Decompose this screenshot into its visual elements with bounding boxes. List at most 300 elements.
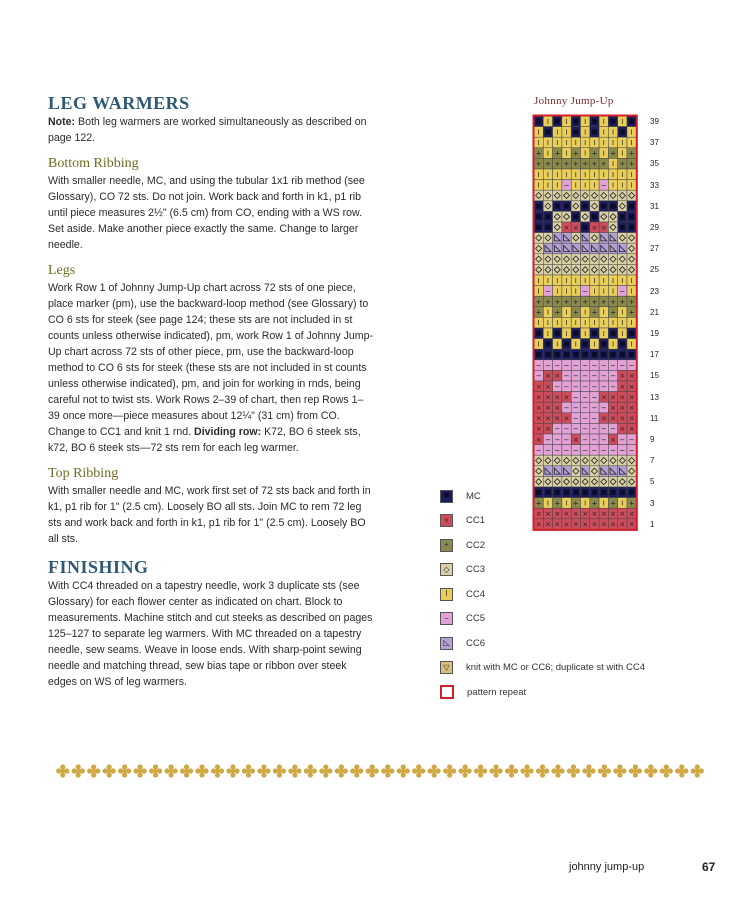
- chart-cell-symbol: +: [572, 160, 579, 169]
- chart-cell-symbol: [620, 214, 625, 219]
- chart-cell-symbol: I: [565, 499, 568, 508]
- chart-cell-symbol: +: [610, 149, 616, 158]
- running-title: johnny jump-up: [569, 861, 645, 873]
- note-paragraph: [48, 114, 374, 146]
- chart-cell-symbol: [601, 352, 606, 357]
- chart-cell-symbol: [629, 119, 634, 124]
- legend-item: [440, 684, 526, 700]
- chart-cell-symbol: −: [572, 425, 579, 434]
- flower-ornament: [72, 764, 85, 777]
- chart-cell-symbol: I: [612, 319, 615, 328]
- legend-swatch: −: [440, 612, 453, 625]
- chart-cell-symbol: I: [565, 170, 568, 179]
- finishing-heading: FINISHING: [48, 557, 149, 577]
- chart-cell-symbol: −: [563, 361, 570, 370]
- chart-cell-symbol: ×: [619, 404, 626, 412]
- chart-cell-symbol: −: [563, 181, 570, 190]
- chart-cell-symbol: +: [554, 160, 561, 169]
- dividing-row-label: Dividing row:: [194, 426, 262, 438]
- chart-cell-symbol: ×: [535, 382, 542, 391]
- chart-cell-symbol: [573, 129, 578, 134]
- chart-cell-symbol: I: [602, 128, 605, 137]
- flower-ornament: [304, 764, 317, 777]
- flower-ornament: [257, 764, 270, 777]
- chart-cell-symbol: [555, 352, 560, 357]
- chart-cell-symbol: I: [565, 308, 568, 317]
- chart-cell-symbol: −: [582, 393, 589, 402]
- legend-label: CC4: [466, 588, 486, 600]
- chart-cell-symbol: [583, 352, 588, 357]
- chart-cell-symbol: ×: [563, 393, 570, 402]
- chart-cell-symbol: I: [574, 340, 577, 349]
- knitting-chart: [532, 114, 638, 531]
- chart-cell-symbol: I: [546, 181, 549, 190]
- flower-ornament: [443, 764, 456, 777]
- chart-cell-symbol: [573, 214, 578, 219]
- flower-ornament: [567, 764, 580, 777]
- chart-cell-symbol: −: [563, 404, 570, 412]
- chart-cell-symbol: [611, 331, 616, 336]
- chart-cell-symbol: ×: [545, 425, 551, 434]
- chart-cell-symbol: I: [584, 276, 587, 285]
- finishing-text: With CC4 threaded on a tapestry needle, work 3 duplicate sts (see Glossary) for each flower center as indicated on chart. Block to measurements. Machine stitch and cut steeks as described on pages 125–127 to separate leg warmers. With MC threaded on a tapestry needle, sew seams. Weave in loose ends. With sharp-point sewing needle and matching thread, sew bias tape or ribbon over steek edges on WS of leg warmers.: [48, 580, 373, 688]
- chart-cell-symbol: −: [610, 361, 616, 370]
- chart-cell-symbol: [555, 331, 560, 336]
- chart-cell-symbol: I: [621, 149, 624, 158]
- chart-cell-symbol: +: [628, 499, 635, 508]
- chart-cell-symbol: [620, 341, 625, 346]
- chart-cell-symbol: −: [600, 372, 607, 381]
- row-number: 7: [650, 456, 655, 466]
- row-number: 25: [650, 265, 659, 275]
- legend-item: [440, 660, 645, 676]
- flower-ornament: [644, 764, 657, 777]
- chart-cell-symbol: ×: [610, 435, 616, 444]
- chart-cell-symbol: ×: [628, 510, 635, 518]
- row-number: 27: [650, 244, 659, 254]
- chart-cell-symbol: ×: [572, 223, 579, 232]
- flower-ornament: [613, 764, 626, 777]
- chart-cell-symbol: +: [572, 149, 579, 158]
- chart-cell-symbol: ×: [628, 520, 635, 529]
- chart-cell-symbol: I: [584, 499, 587, 508]
- chart-cell-symbol: −: [535, 446, 542, 455]
- chart-cell-symbol: I: [574, 181, 577, 190]
- chart-cell-symbol: I: [556, 287, 559, 296]
- chart-cell-symbol: [611, 490, 616, 495]
- chart-cell-symbol: I: [584, 319, 587, 328]
- chart-cell-symbol: +: [591, 308, 598, 317]
- chart-cell-symbol: I: [602, 276, 605, 285]
- flower-ornament: [675, 764, 688, 777]
- chart-cell-symbol: I: [621, 499, 624, 508]
- chart-cell-symbol: I: [593, 340, 596, 349]
- legs-text: Work Row 1 of Johnny Jump-Up chart across 72 sts of one piece, place marker (pm), use the backward-loop method (see Glossary) to CO 6 sts for steek (see page 124; these sts are not included in st counts unless otherwise indicated), pm, work Row 1 of Johnny Jump-Up chart across 72 sts of other piece, pm, use the backward-loop method to CO 6 sts for steek (these sts are not included in st counts unless otherwise indicated), pm, and join for working in rnds, being careful not to twist sts. Work Rows 2–39 of chart, then rep Rows 1–39 once more—piece measures about 12¼" (31 cm) from CO. Change to CC1 and knit 1 rnd.: [48, 282, 374, 438]
- chart-cell-symbol: ×: [535, 520, 542, 529]
- legend-label: CC1: [466, 515, 486, 526]
- chart-cell-symbol: ×: [545, 382, 551, 391]
- chart-cell-symbol: [573, 490, 578, 495]
- chart-cell-symbol: −: [563, 446, 570, 455]
- chart-cell-symbol: [583, 204, 588, 209]
- chart-cell-symbol: ×: [535, 425, 542, 434]
- chart-cell-symbol: ×: [628, 372, 635, 381]
- chart-cell-symbol: I: [574, 139, 577, 147]
- leg-warmers-heading: LEG WARMERS: [48, 93, 190, 113]
- chart-cell-symbol: ×: [535, 404, 542, 412]
- chart-cell-symbol: −: [554, 382, 561, 391]
- chart-cell-symbol: [592, 214, 597, 219]
- chart-cell-symbol: +: [582, 160, 589, 169]
- chart-cell-symbol: [629, 214, 634, 219]
- chart-cell-symbol: −: [554, 446, 561, 455]
- chart-cell-symbol: I: [593, 181, 596, 190]
- chart-cell-symbol: −: [582, 361, 589, 370]
- chart-cell-symbol: +: [610, 308, 616, 317]
- flower-ornament: [134, 764, 147, 777]
- chart-cell-symbol: ×: [628, 393, 635, 402]
- chart-cell-symbol: ×: [619, 382, 626, 391]
- legs-paragraph: [48, 280, 374, 456]
- chart-cell-symbol: −: [545, 446, 551, 455]
- chart-cell-symbol: I: [593, 276, 596, 285]
- chart-cell-symbol: [536, 331, 541, 336]
- chart-cell-symbol: I: [593, 319, 596, 328]
- flower-ornament: [335, 764, 348, 777]
- chart-cell-symbol: ×: [619, 425, 626, 434]
- chart-cell-symbol: I: [584, 181, 587, 190]
- note-label: Note:: [48, 116, 76, 128]
- chart-cell-symbol: −: [591, 382, 598, 391]
- chart-cell-symbol: ×: [619, 414, 626, 423]
- flower-ornament: [195, 764, 208, 777]
- chart-cell-symbol: I: [537, 340, 540, 349]
- legend-swatch: [440, 685, 454, 699]
- chart-cell-symbol: I: [546, 276, 549, 285]
- chart-cell-symbol: ×: [600, 520, 607, 529]
- chart-cell-symbol: I: [630, 128, 633, 137]
- chart-cell-symbol: [620, 129, 625, 134]
- chart-cell-symbol: I: [556, 139, 559, 147]
- flower-ornament: [366, 764, 379, 777]
- chart-cell-symbol: −: [591, 414, 598, 423]
- legend-swatch: ×: [440, 514, 453, 527]
- chart-cell-symbol: ×: [554, 372, 561, 381]
- chart-cell-symbol: [592, 331, 597, 336]
- chart-cell-symbol: [545, 214, 550, 219]
- chart-cell-symbol: −: [610, 372, 616, 381]
- chart-cell-symbol: I: [593, 170, 596, 179]
- row-number: 17: [650, 350, 659, 360]
- chart-cell-symbol: −: [600, 446, 607, 455]
- chart-cell-symbol: [536, 214, 541, 219]
- chart-cell-symbol: −: [628, 361, 635, 370]
- chart-cell-symbol: I: [565, 117, 568, 126]
- chart-cell-symbol: −: [619, 287, 626, 296]
- chart-cell-symbol: ×: [535, 510, 542, 518]
- chart-cell-symbol: −: [591, 404, 598, 412]
- legend-swatch: I: [440, 588, 453, 601]
- flower-ornament: [551, 764, 564, 777]
- chart-cell-symbol: I: [621, 181, 624, 190]
- chart-cell-symbol: ×: [554, 520, 561, 529]
- row-number: 19: [650, 329, 659, 338]
- chart-cell-symbol: I: [584, 128, 587, 137]
- legend-item: [440, 537, 485, 553]
- chart-cell-symbol: +: [610, 499, 616, 508]
- row-number: 29: [650, 223, 659, 232]
- chart-cell-symbol: −: [582, 446, 589, 455]
- chart-cell-symbol: −: [600, 435, 607, 444]
- chart-cell-symbol: [573, 119, 578, 124]
- chart-cell-symbol: ×: [628, 425, 635, 434]
- chart-cell-symbol: I: [556, 128, 559, 137]
- chart-cell-symbol: [573, 352, 578, 357]
- chart-cell-symbol: ×: [545, 414, 551, 423]
- chart-cell-symbol: [592, 129, 597, 134]
- chart-cell-symbol: I: [602, 170, 605, 179]
- chart-cell-symbol: −: [582, 435, 589, 444]
- chart-cell-symbol: −: [591, 361, 598, 370]
- row-number: 31: [650, 201, 659, 211]
- chart-cell-symbol: −: [628, 435, 635, 444]
- chart-cell-symbol: +: [563, 160, 570, 169]
- chart-cell-symbol: [564, 204, 569, 209]
- chart-cell-symbol: −: [591, 435, 598, 444]
- chart-cell-symbol: −: [619, 361, 626, 370]
- chart-cell-symbol: +: [535, 160, 542, 169]
- chart-cell-symbol: ×: [545, 372, 551, 381]
- chart-cell-symbol: I: [584, 170, 587, 179]
- chart-cell-symbol: I: [621, 308, 624, 317]
- chart-cell-symbol: I: [602, 139, 605, 147]
- chart-cell-symbol: [601, 341, 606, 346]
- chart-cell-symbol: I: [612, 181, 615, 190]
- chart-cell-symbol: ×: [628, 414, 635, 423]
- chart-cell-symbol: +: [572, 499, 579, 508]
- chart-cell-symbol: +: [572, 308, 579, 317]
- flower-ornament: [319, 764, 332, 777]
- chart-cell-symbol: ×: [582, 510, 589, 518]
- flower-ornament: [273, 764, 286, 777]
- chart-cell-symbol: −: [610, 382, 616, 391]
- chart-cell-symbol: I: [574, 170, 577, 179]
- chart-cell-symbol: +: [554, 499, 561, 508]
- flower-ornament: [660, 764, 673, 777]
- chart-cell-symbol: I: [546, 319, 549, 328]
- chart-cell-symbol: −: [582, 382, 589, 391]
- row-number: 37: [650, 138, 659, 148]
- chart-cell-symbol: [583, 225, 588, 230]
- dividing-row-text: K72, BO 6 steek sts, k72, BO 6 steek sts—72 sts rem for each leg warmer.: [48, 426, 361, 454]
- chart-cell-symbol: I: [630, 340, 633, 349]
- chart-cell-symbol: ×: [610, 510, 616, 518]
- chart-cell-symbol: [592, 490, 597, 495]
- chart-cell-symbol: [611, 352, 616, 357]
- chart-cell-symbol: ×: [563, 223, 570, 232]
- chart-cell-symbol: ×: [554, 393, 561, 402]
- chart-cell-symbol: ×: [591, 223, 598, 232]
- chart-cell-symbol: −: [572, 446, 579, 455]
- chart-cell-symbol: I: [546, 329, 549, 338]
- chart-cell-symbol: −: [628, 446, 635, 455]
- chart-cell-symbol: I: [621, 139, 624, 147]
- flower-ornament: [489, 764, 502, 777]
- chart-cell-symbol: ×: [545, 404, 551, 412]
- chart-cell-symbol: +: [628, 149, 635, 158]
- legend-item: [440, 513, 485, 529]
- chart-cell-symbol: −: [535, 372, 542, 381]
- chart-cell-symbol: +: [619, 160, 626, 169]
- chart-cell-symbol: −: [554, 435, 561, 444]
- chart-cell-symbol: I: [546, 499, 549, 508]
- chart-cell-symbol: I: [621, 319, 624, 328]
- chart-cell-symbol: ×: [600, 393, 607, 402]
- bottom-ribbing-text: With smaller needle, MC, and using the tubular 1x1 rib method (see Glossary), CO 72 sts. Do not join. Work back and forth in k1, p1 rib until piece measures 2½" (6.5 cm) from CO, ending with a WS row. Set aside. Make another piece exactly the same. Change to larger needle.: [48, 175, 365, 251]
- chart-cell-symbol: [629, 490, 634, 495]
- flower-ornament: [412, 764, 425, 777]
- legend-item: [440, 562, 485, 578]
- ornamental-border: [55, 763, 705, 779]
- chart-cell-symbol: +: [619, 298, 626, 306]
- row-number: 1: [650, 519, 655, 529]
- chart-cell-symbol: −: [582, 287, 589, 296]
- chart-cell-symbol: I: [602, 149, 605, 158]
- chart-cell-symbol: [545, 341, 550, 346]
- chart-cell-symbol: ×: [535, 414, 542, 423]
- chart-cell-symbol: ×: [619, 510, 626, 518]
- chart-cell-symbol: I: [630, 139, 633, 147]
- chart-cell-symbol: −: [619, 446, 626, 455]
- chart-cell-symbol: −: [582, 404, 589, 412]
- chart-cell-symbol: ×: [610, 404, 616, 412]
- flower-ornament: [459, 764, 472, 777]
- chart-cell-symbol: +: [535, 499, 542, 508]
- page-number: 67: [702, 860, 716, 874]
- chart-cell-symbol: −: [591, 425, 598, 434]
- chart-cell-symbol: −: [554, 425, 561, 434]
- legend-swatch: +: [440, 539, 453, 552]
- chart-cell-symbol: −: [610, 446, 616, 455]
- chart-cell-symbol: I: [537, 128, 540, 137]
- chart-cell-symbol: [611, 204, 616, 209]
- chart-cell-symbol: ×: [554, 510, 561, 518]
- row-number: 23: [650, 286, 659, 296]
- chart-cell-symbol: ×: [572, 520, 579, 529]
- chart-cell-symbol: I: [612, 170, 615, 179]
- chart-cell-symbol: ×: [545, 393, 551, 402]
- chart-cell-symbol: [555, 204, 560, 209]
- chart-title: Johnny Jump-Up: [534, 95, 614, 107]
- chart-cell-symbol: +: [591, 149, 598, 158]
- chart-cell-symbol: I: [556, 276, 559, 285]
- chart-cell-symbol: I: [602, 117, 605, 126]
- chart-cell-symbol: I: [630, 287, 633, 296]
- flower-ornament: [103, 764, 116, 777]
- flower-ornament: [211, 764, 224, 777]
- chart-cell-symbol: I: [537, 287, 540, 296]
- chart-cell-symbol: +: [591, 298, 598, 306]
- chart-cell-symbol: I: [584, 308, 587, 317]
- chart-cell-symbol: ×: [572, 510, 579, 518]
- chart-cell-symbol: I: [630, 276, 633, 285]
- legend-swatch: ◺: [440, 637, 453, 650]
- chart-cell-symbol: I: [612, 287, 615, 296]
- legend-item: [440, 635, 485, 651]
- chart-cell-symbol: +: [572, 298, 579, 306]
- flower-ornament: [598, 764, 611, 777]
- chart-cell-symbol: +: [628, 298, 635, 306]
- chart-cell-symbol: [629, 331, 634, 336]
- chart-cell-symbol: I: [602, 499, 605, 508]
- chart-cell-symbol: ×: [610, 414, 616, 423]
- chart-cell-symbol: −: [572, 382, 579, 391]
- chart-cell-symbol: +: [554, 298, 561, 306]
- chart-cell-symbol: −: [572, 414, 579, 423]
- chart-cell-symbol: [564, 352, 569, 357]
- chart-cell-symbol: −: [563, 435, 570, 444]
- chart-cell-symbol: I: [537, 319, 540, 328]
- flower-ornament: [242, 764, 255, 777]
- chart-cell-symbol: I: [612, 340, 615, 349]
- chart-cell-symbol: I: [584, 117, 587, 126]
- row-number: 13: [650, 392, 659, 402]
- chart-cell-symbol: I: [612, 139, 615, 147]
- chart-cell-symbol: −: [600, 404, 607, 412]
- chart-cell-symbol: [620, 352, 625, 357]
- chart-cell-symbol: I: [546, 149, 549, 158]
- chart-cell-symbol: [592, 352, 597, 357]
- legend-swatch: ◇: [440, 563, 453, 576]
- legend-item: [440, 611, 485, 627]
- chart-cell-symbol: [536, 225, 541, 230]
- chart-cell-symbol: ×: [600, 223, 607, 232]
- chart-cell-symbol: I: [630, 319, 633, 328]
- legend-label: CC3: [466, 564, 486, 575]
- chart-cell-symbol: [592, 119, 597, 124]
- legend-label: CC5: [466, 613, 486, 624]
- flower-ornament: [397, 764, 410, 777]
- chart-cell-symbol: ×: [535, 435, 542, 444]
- legend-item: [440, 586, 485, 602]
- top-ribbing-text: With smaller needle and MC, work first set of 72 sts back and forth in k1, p1 rib for 1" (2.5 cm). Loosely BO all sts. Join MC to rem 72 leg sts and work back and forth in k1, p1 rib for 1" (2.5 cm). Loosely BO all sts.: [48, 485, 371, 545]
- chart-cell-symbol: [583, 341, 588, 346]
- flower-ornament: [288, 764, 301, 777]
- chart-cell-symbol: +: [535, 308, 542, 317]
- chart-cell-symbol: I: [612, 276, 615, 285]
- chart-cell-symbol: +: [545, 298, 551, 306]
- chart-cell-symbol: ×: [545, 520, 551, 529]
- chart-cell-symbol: +: [628, 308, 635, 317]
- chart-cell-symbol: +: [600, 298, 607, 306]
- flower-ornament: [226, 764, 239, 777]
- chart-cell-symbol: I: [537, 276, 540, 285]
- chart-cell-symbol: ×: [619, 393, 626, 402]
- chart-cell-symbol: I: [630, 181, 633, 190]
- chart-cell-symbol: [601, 204, 606, 209]
- chart-cell-symbol: ×: [582, 520, 589, 529]
- row-number: 3: [650, 498, 655, 508]
- chart-cell-symbol: [555, 119, 560, 124]
- chart-cell-symbol: −: [591, 393, 598, 402]
- chart-cell-symbol: I: [546, 170, 549, 179]
- flower-ornament: [691, 764, 704, 777]
- chart-cell-symbol: ×: [619, 372, 626, 381]
- row-number: 5: [650, 477, 655, 487]
- flower-ornament: [428, 764, 441, 777]
- flower-ornament: [350, 764, 363, 777]
- flower-ornament: [474, 764, 487, 777]
